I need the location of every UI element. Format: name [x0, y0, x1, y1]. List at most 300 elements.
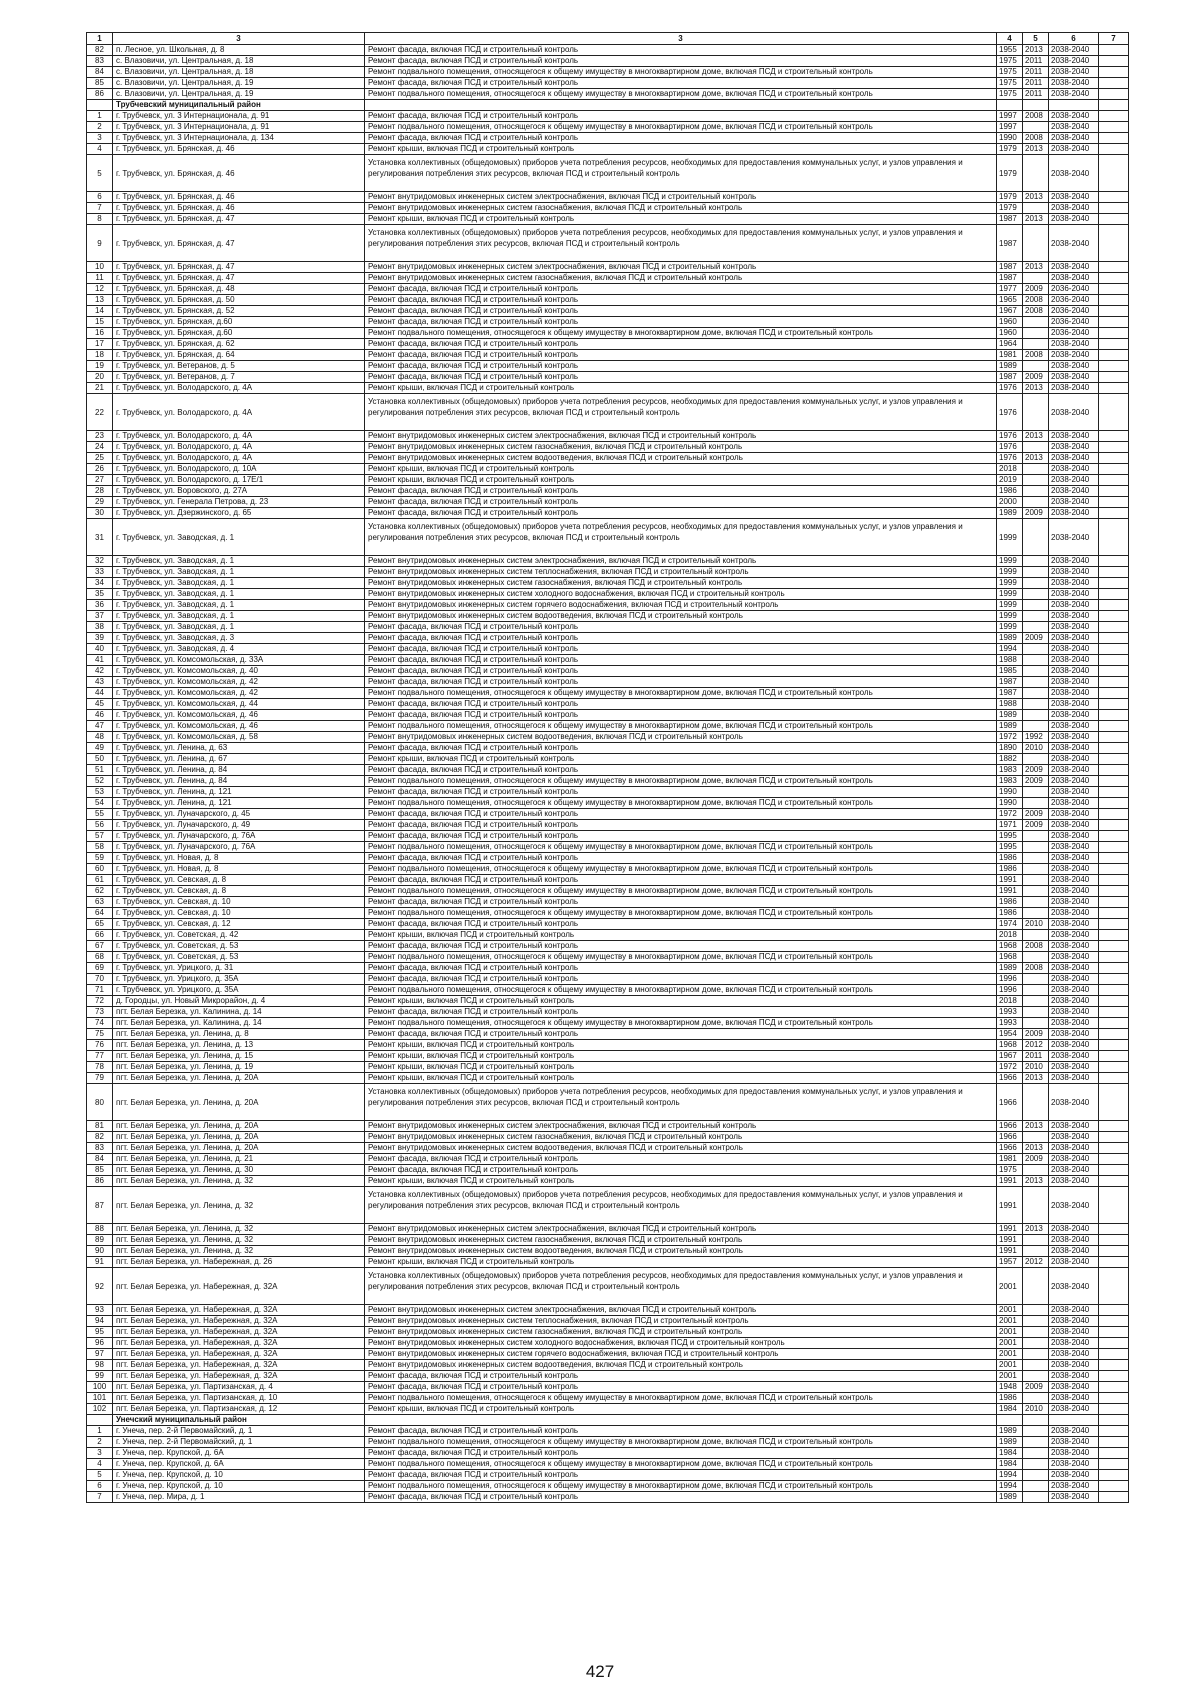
- row-planned-period: 2038-2040: [1049, 798, 1099, 809]
- row-year-built: 1968: [997, 952, 1023, 963]
- row-year-built: 1972: [997, 732, 1023, 743]
- row-number: 43: [87, 677, 113, 688]
- row-year-built: 1999: [997, 600, 1023, 611]
- table-row: [87, 508, 1129, 519]
- table-row: [87, 1176, 1129, 1187]
- row-number: 12: [87, 284, 113, 295]
- row-address: г. Трубчевск, ул. Воровского, д. 27А: [113, 486, 365, 497]
- row-extra-cell: [1099, 688, 1129, 699]
- row-address: г. Трубчевск, ул. 3 Интернационала, д. 134: [113, 133, 365, 144]
- section-empty-cell: [1023, 1415, 1049, 1426]
- table-row: [87, 1305, 1129, 1316]
- row-address: г. Трубчевск, ул. Брянская, д.60: [113, 328, 365, 339]
- row-number: 85: [87, 1165, 113, 1176]
- row-last-repair-year: 2013: [1023, 262, 1049, 273]
- row-number: 58: [87, 842, 113, 853]
- row-year-built: 1966: [997, 1132, 1023, 1143]
- row-number: 96: [87, 1338, 113, 1349]
- row-planned-period: 2038-2040: [1049, 644, 1099, 655]
- row-extra-cell: [1099, 952, 1129, 963]
- row-number: 24: [87, 442, 113, 453]
- row-year-built: 1976: [997, 394, 1023, 431]
- row-address: г. Трубчевск, ул. Генерала Петрова, д. 23: [113, 497, 365, 508]
- row-number: 65: [87, 919, 113, 930]
- row-number: 69: [87, 963, 113, 974]
- row-extra-cell: [1099, 996, 1129, 1007]
- section-empty-cell: [1049, 100, 1099, 111]
- row-year-built: 1972: [997, 809, 1023, 820]
- table-row: [87, 475, 1129, 486]
- table-row: [87, 1154, 1129, 1165]
- row-planned-period: 2038-2040: [1049, 144, 1099, 155]
- row-extra-cell: [1099, 1235, 1129, 1246]
- row-work-type: Ремонт фасада, включая ПСД и строительный контроль: [365, 1371, 997, 1382]
- row-extra-cell: [1099, 1143, 1129, 1154]
- row-extra-cell: [1099, 1018, 1129, 1029]
- row-year-built: 1979: [997, 144, 1023, 155]
- row-last-repair-year: 2013: [1023, 1143, 1049, 1154]
- row-work-type: Ремонт крыши, включая ПСД и строительный контроль: [365, 1073, 997, 1084]
- row-extra-cell: [1099, 941, 1129, 952]
- row-year-built: 1984: [997, 1404, 1023, 1415]
- row-planned-period: 2038-2040: [1049, 1257, 1099, 1268]
- row-last-repair-year: 2013: [1023, 1176, 1049, 1187]
- row-planned-period: 2038-2040: [1049, 203, 1099, 214]
- row-address: г. Трубчевск, ул. Заводская, д. 3: [113, 633, 365, 644]
- row-last-repair-year: [1023, 1268, 1049, 1305]
- row-year-built: 1990: [997, 787, 1023, 798]
- table-row: [87, 1257, 1129, 1268]
- row-number: 85: [87, 78, 113, 89]
- row-year-built: 1975: [997, 89, 1023, 100]
- row-number: 25: [87, 453, 113, 464]
- table-row: [87, 1393, 1129, 1404]
- row-address: пгт. Белая Березка, ул. Партизанская, д. 10: [113, 1393, 365, 1404]
- row-address: г. Трубчевск, ул. Луначарского, д. 76А: [113, 831, 365, 842]
- row-extra-cell: [1099, 589, 1129, 600]
- table-row: [87, 644, 1129, 655]
- row-planned-period: 2038-2040: [1049, 214, 1099, 225]
- table-row: [87, 688, 1129, 699]
- row-work-type: Ремонт фасада, включая ПСД и строительный контроль: [365, 644, 997, 655]
- row-year-built: 1948: [997, 1382, 1023, 1393]
- table-row: [87, 78, 1129, 89]
- row-address: г. Трубчевск, ул. Ленина, д. 121: [113, 798, 365, 809]
- row-extra-cell: [1099, 1481, 1129, 1492]
- row-year-built: 1986: [997, 897, 1023, 908]
- section-row: [87, 100, 1129, 111]
- row-address: пгт. Белая Березка, ул. Набережная, д. 32А: [113, 1268, 365, 1305]
- row-year-built: 1987: [997, 688, 1023, 699]
- row-extra-cell: [1099, 809, 1129, 820]
- table-row: [87, 787, 1129, 798]
- row-number: 6: [87, 1481, 113, 1492]
- row-address: г. Унеча, пер. Крупской, д. 10: [113, 1470, 365, 1481]
- row-planned-period: 2038-2040: [1049, 1404, 1099, 1415]
- row-year-built: 1987: [997, 677, 1023, 688]
- row-work-type: Ремонт подвального помещения, относящегося к общему имуществу в многоквартирном доме, включая ПСД и строительный контроль: [365, 1459, 997, 1470]
- row-extra-cell: [1099, 394, 1129, 431]
- row-work-type: Ремонт крыши, включая ПСД и строительный контроль: [365, 1062, 997, 1073]
- row-extra-cell: [1099, 985, 1129, 996]
- row-year-built: 1976: [997, 442, 1023, 453]
- row-last-repair-year: [1023, 897, 1049, 908]
- row-planned-period: 2038-2040: [1049, 699, 1099, 710]
- row-number: 40: [87, 644, 113, 655]
- row-address: пгт. Белая Березка, ул. Ленина, д. 32: [113, 1235, 365, 1246]
- row-planned-period: 2038-2040: [1049, 930, 1099, 941]
- row-year-built: 1986: [997, 1393, 1023, 1404]
- table-row: [87, 1073, 1129, 1084]
- row-last-repair-year: [1023, 622, 1049, 633]
- row-year-built: 1983: [997, 765, 1023, 776]
- row-number: 57: [87, 831, 113, 842]
- row-year-built: 1999: [997, 611, 1023, 622]
- row-last-repair-year: [1023, 519, 1049, 556]
- row-last-repair-year: 1992: [1023, 732, 1049, 743]
- row-number: 97: [87, 1349, 113, 1360]
- row-number: 75: [87, 1029, 113, 1040]
- row-planned-period: 2038-2040: [1049, 1268, 1099, 1305]
- row-work-type: Ремонт крыши, включая ПСД и строительный контроль: [365, 1404, 997, 1415]
- row-year-built: 1955: [997, 45, 1023, 56]
- row-year-built: 1991: [997, 1187, 1023, 1224]
- table-row: [87, 1382, 1129, 1393]
- row-address: г. Трубчевск, ул. Брянская, д. 46: [113, 192, 365, 203]
- row-extra-cell: [1099, 67, 1129, 78]
- row-last-repair-year: 2013: [1023, 453, 1049, 464]
- row-year-built: 1983: [997, 776, 1023, 787]
- table-row: [87, 1448, 1129, 1459]
- row-planned-period: 2038-2040: [1049, 89, 1099, 100]
- row-work-type: Ремонт крыши, включая ПСД и строительный контроль: [365, 214, 997, 225]
- row-work-type: Ремонт внутридомовых инженерных систем горячего водоснабжения, включая ПСД и строительный контроль: [365, 600, 997, 611]
- row-last-repair-year: [1023, 974, 1049, 985]
- capital-repair-table: [86, 32, 1129, 1503]
- row-last-repair-year: [1023, 203, 1049, 214]
- row-address: г. Трубчевск, ул. 3 Интернационала, д. 91: [113, 111, 365, 122]
- row-year-built: 1989: [997, 361, 1023, 372]
- row-number: 1: [87, 1426, 113, 1437]
- row-work-type: Ремонт внутридомовых инженерных систем водоотведения, включая ПСД и строительный контроль: [365, 1246, 997, 1257]
- row-number: 89: [87, 1235, 113, 1246]
- header-cell-period: 6: [1049, 33, 1099, 45]
- table-row: [87, 1349, 1129, 1360]
- row-last-repair-year: [1023, 1235, 1049, 1246]
- table-row: [87, 1143, 1129, 1154]
- row-number: 5: [87, 155, 113, 192]
- row-work-type: Ремонт подвального помещения, относящегося к общему имуществу в многоквартирном доме, включая ПСД и строительный контроль: [365, 688, 997, 699]
- row-address: г. Унеча, пер. 2-й Первомайский, д. 1: [113, 1437, 365, 1448]
- row-number: 102: [87, 1404, 113, 1415]
- row-year-built: 2001: [997, 1371, 1023, 1382]
- row-last-repair-year: 2008: [1023, 295, 1049, 306]
- row-work-type: Ремонт подвального помещения, относящегося к общему имуществу в многоквартирном доме, включая ПСД и строительный контроль: [365, 886, 997, 897]
- row-last-repair-year: [1023, 842, 1049, 853]
- row-planned-period: 2038-2040: [1049, 475, 1099, 486]
- row-last-repair-year: 2009: [1023, 809, 1049, 820]
- row-last-repair-year: 2013: [1023, 431, 1049, 442]
- row-year-built: 1989: [997, 1426, 1023, 1437]
- row-extra-cell: [1099, 1040, 1129, 1051]
- row-work-type: Ремонт фасада, включая ПСД и строительный контроль: [365, 831, 997, 842]
- row-address: г. Трубчевск, ул. Дзержинского, д. 65: [113, 508, 365, 519]
- row-last-repair-year: [1023, 339, 1049, 350]
- row-work-type: Ремонт подвального помещения, относящегося к общему имуществу в многоквартирном доме, включая ПСД и строительный контроль: [365, 776, 997, 787]
- row-address: пгт. Белая Березка, ул. Ленина, д. 32: [113, 1224, 365, 1235]
- row-planned-period: 2038-2040: [1049, 1143, 1099, 1154]
- table-row: [87, 875, 1129, 886]
- table-row: [87, 1051, 1129, 1062]
- table-row: [87, 578, 1129, 589]
- section-number-cell: [87, 100, 113, 111]
- row-year-built: 1999: [997, 556, 1023, 567]
- row-year-built: 1984: [997, 1448, 1023, 1459]
- row-planned-period: 2038-2040: [1049, 578, 1099, 589]
- row-year-built: 1966: [997, 1084, 1023, 1121]
- row-work-type: Ремонт внутридомовых инженерных систем электроснабжения, включая ПСД и строительный контроль: [365, 192, 997, 203]
- row-extra-cell: [1099, 677, 1129, 688]
- row-last-repair-year: 2013: [1023, 383, 1049, 394]
- row-address: г. Трубчевск, ул. Брянская, д. 46: [113, 144, 365, 155]
- row-number: 14: [87, 306, 113, 317]
- row-address: г. Трубчевск, ул. Луначарского, д. 49: [113, 820, 365, 831]
- row-number: 93: [87, 1305, 113, 1316]
- row-work-type: Ремонт внутридомовых инженерных систем газоснабжения, включая ПСД и строительный контроль: [365, 442, 997, 453]
- row-planned-period: 2038-2040: [1049, 1073, 1099, 1084]
- row-work-type: Ремонт крыши, включая ПСД и строительный контроль: [365, 475, 997, 486]
- row-last-repair-year: [1023, 908, 1049, 919]
- row-address: г. Трубчевск, ул. Ленина, д. 121: [113, 787, 365, 798]
- row-number: 26: [87, 464, 113, 475]
- row-year-built: 1991: [997, 886, 1023, 897]
- row-extra-cell: [1099, 45, 1129, 56]
- row-address: г. Трубчевск, ул. 3 Интернационала, д. 91: [113, 122, 365, 133]
- row-extra-cell: [1099, 273, 1129, 284]
- row-year-built: 1968: [997, 1040, 1023, 1051]
- row-year-built: 1995: [997, 842, 1023, 853]
- row-extra-cell: [1099, 192, 1129, 203]
- table-row: [87, 1224, 1129, 1235]
- row-extra-cell: [1099, 1393, 1129, 1404]
- row-last-repair-year: [1023, 486, 1049, 497]
- section-empty-cell: [997, 1415, 1023, 1426]
- row-work-type: Ремонт внутридомовых инженерных систем холодного водоснабжения, включая ПСД и строительный контроль: [365, 589, 997, 600]
- row-last-repair-year: 2008: [1023, 111, 1049, 122]
- row-planned-period: 2038-2040: [1049, 56, 1099, 67]
- row-address: г. Трубчевск, ул. Брянская, д. 48: [113, 284, 365, 295]
- row-planned-period: 2038-2040: [1049, 111, 1099, 122]
- row-last-repair-year: 2008: [1023, 350, 1049, 361]
- row-extra-cell: [1099, 431, 1129, 442]
- row-work-type: Ремонт внутридомовых инженерных систем водоотведения, включая ПСД и строительный контроль: [365, 453, 997, 464]
- row-last-repair-year: [1023, 985, 1049, 996]
- row-extra-cell: [1099, 886, 1129, 897]
- row-planned-period: 2038-2040: [1049, 1246, 1099, 1257]
- row-address: г. Унеча, пер. Крупской, д. 6А: [113, 1448, 365, 1459]
- row-extra-cell: [1099, 1187, 1129, 1224]
- row-last-repair-year: [1023, 1459, 1049, 1470]
- row-year-built: 1999: [997, 589, 1023, 600]
- row-extra-cell: [1099, 1492, 1129, 1503]
- table-row: [87, 699, 1129, 710]
- row-extra-cell: [1099, 1426, 1129, 1437]
- table-row: [87, 1187, 1129, 1224]
- row-address: г. Трубчевск, ул. Комсомольская, д. 42: [113, 677, 365, 688]
- row-work-type: Ремонт фасада, включая ПСД и строительный контроль: [365, 78, 997, 89]
- table-row: [87, 155, 1129, 192]
- row-extra-cell: [1099, 765, 1129, 776]
- table-row: [87, 842, 1129, 853]
- row-year-built: 1964: [997, 339, 1023, 350]
- row-address: г. Трубчевск, ул. Брянская, д. 64: [113, 350, 365, 361]
- section-empty-cell: [365, 100, 997, 111]
- table-row: [87, 556, 1129, 567]
- row-planned-period: 2036-2040: [1049, 295, 1099, 306]
- row-planned-period: 2038-2040: [1049, 67, 1099, 78]
- row-planned-period: 2038-2040: [1049, 508, 1099, 519]
- row-last-repair-year: [1023, 1360, 1049, 1371]
- row-address: пгт. Белая Березка, ул. Партизанская, д. 4: [113, 1382, 365, 1393]
- row-address: г. Трубчевск, ул. Брянская, д. 47: [113, 273, 365, 284]
- table-row: [87, 328, 1129, 339]
- row-number: 4: [87, 1459, 113, 1470]
- row-extra-cell: [1099, 1327, 1129, 1338]
- row-address: пгт. Белая Березка, ул. Ленина, д. 19: [113, 1062, 365, 1073]
- row-work-type: Ремонт подвального помещения, относящегося к общему имуществу в многоквартирном доме, включая ПСД и строительный контроль: [365, 1481, 997, 1492]
- row-planned-period: 2038-2040: [1049, 765, 1099, 776]
- row-address: г. Трубчевск, ул. Советская, д. 53: [113, 952, 365, 963]
- row-extra-cell: [1099, 1176, 1129, 1187]
- row-number: 16: [87, 328, 113, 339]
- row-extra-cell: [1099, 1371, 1129, 1382]
- row-number: 86: [87, 1176, 113, 1187]
- row-planned-period: 2038-2040: [1049, 1327, 1099, 1338]
- row-number: 38: [87, 622, 113, 633]
- row-planned-period: 2038-2040: [1049, 666, 1099, 677]
- table-row: [87, 1084, 1129, 1121]
- table-row: [87, 1492, 1129, 1503]
- row-number: 27: [87, 475, 113, 486]
- row-extra-cell: [1099, 710, 1129, 721]
- row-extra-cell: [1099, 1224, 1129, 1235]
- row-last-repair-year: [1023, 699, 1049, 710]
- row-address: г. Унеча, пер. Мира, д. 1: [113, 1492, 365, 1503]
- row-last-repair-year: 2013: [1023, 1224, 1049, 1235]
- table-row: [87, 677, 1129, 688]
- row-last-repair-year: [1023, 497, 1049, 508]
- row-last-repair-year: [1023, 677, 1049, 688]
- table-row: [87, 963, 1129, 974]
- row-last-repair-year: 2013: [1023, 192, 1049, 203]
- row-year-built: 1972: [997, 1062, 1023, 1073]
- row-work-type: Ремонт крыши, включая ПСД и строительный контроль: [365, 754, 997, 765]
- row-last-repair-year: 2009: [1023, 1382, 1049, 1393]
- row-planned-period: 2038-2040: [1049, 1316, 1099, 1327]
- row-work-type: Ремонт подвального помещения, относящегося к общему имуществу в многоквартирном доме, включая ПСД и строительный контроль: [365, 328, 997, 339]
- row-year-built: 1957: [997, 1257, 1023, 1268]
- row-last-repair-year: [1023, 1492, 1049, 1503]
- row-work-type: Ремонт крыши, включая ПСД и строительный контроль: [365, 383, 997, 394]
- row-extra-cell: [1099, 1165, 1129, 1176]
- row-year-built: 1991: [997, 1224, 1023, 1235]
- row-number: 30: [87, 508, 113, 519]
- header-cell-address: 3: [113, 33, 365, 45]
- row-planned-period: 2038-2040: [1049, 1235, 1099, 1246]
- row-year-built: 1984: [997, 1459, 1023, 1470]
- row-address: г. Трубчевск, ул. Комсомольская, д. 33А: [113, 655, 365, 666]
- row-work-type: Ремонт внутридомовых инженерных систем электроснабжения, включая ПСД и строительный контроль: [365, 431, 997, 442]
- row-last-repair-year: [1023, 1018, 1049, 1029]
- row-extra-cell: [1099, 1132, 1129, 1143]
- row-number: 77: [87, 1051, 113, 1062]
- row-year-built: 2001: [997, 1349, 1023, 1360]
- row-address: пгт. Белая Березка, ул. Набережная, д. 32А: [113, 1349, 365, 1360]
- row-number: 66: [87, 930, 113, 941]
- row-work-type: Ремонт внутридомовых инженерных систем электроснабжения, включая ПСД и строительный контроль: [365, 1224, 997, 1235]
- row-last-repair-year: 2013: [1023, 1121, 1049, 1132]
- row-last-repair-year: 2009: [1023, 508, 1049, 519]
- row-work-type: Ремонт подвального помещения, относящегося к общему имуществу в многоквартирном доме, включая ПСД и строительный контроль: [365, 67, 997, 78]
- row-address: с. Влазовичи, ул. Центральная, д. 19: [113, 78, 365, 89]
- row-work-type: Ремонт фасада, включая ПСД и строительный контроль: [365, 1007, 997, 1018]
- table-row: [87, 394, 1129, 431]
- row-extra-cell: [1099, 442, 1129, 453]
- row-planned-period: 2036-2040: [1049, 284, 1099, 295]
- row-planned-period: 2038-2040: [1049, 453, 1099, 464]
- row-last-repair-year: [1023, 1437, 1049, 1448]
- row-extra-cell: [1099, 831, 1129, 842]
- row-year-built: 1993: [997, 1007, 1023, 1018]
- row-address: пгт. Белая Березка, ул. Ленина, д. 32: [113, 1176, 365, 1187]
- row-year-built: 1975: [997, 67, 1023, 78]
- table-row: [87, 1426, 1129, 1437]
- row-last-repair-year: 2009: [1023, 372, 1049, 383]
- table-row: [87, 111, 1129, 122]
- row-year-built: 1971: [997, 820, 1023, 831]
- row-address: пгт. Белая Березка, ул. Калинина, д. 14: [113, 1007, 365, 1018]
- table-row: [87, 1235, 1129, 1246]
- row-extra-cell: [1099, 721, 1129, 732]
- row-last-repair-year: [1023, 589, 1049, 600]
- row-extra-cell: [1099, 644, 1129, 655]
- header-row: [87, 33, 1129, 45]
- row-last-repair-year: [1023, 273, 1049, 284]
- row-work-type: Ремонт подвального помещения, относящегося к общему имуществу в многоквартирном доме, включая ПСД и строительный контроль: [365, 798, 997, 809]
- row-extra-cell: [1099, 361, 1129, 372]
- row-year-built: 2001: [997, 1338, 1023, 1349]
- row-extra-cell: [1099, 1084, 1129, 1121]
- row-number: 31: [87, 519, 113, 556]
- table-row: [87, 203, 1129, 214]
- row-last-repair-year: 2008: [1023, 133, 1049, 144]
- row-work-type: Ремонт внутридомовых инженерных систем электроснабжения, включая ПСД и строительный контроль: [365, 1121, 997, 1132]
- row-number: 63: [87, 897, 113, 908]
- table-row: [87, 486, 1129, 497]
- row-address: пгт. Белая Березка, ул. Набережная, д. 32А: [113, 1305, 365, 1316]
- row-work-type: Ремонт внутридомовых инженерных систем теплоснабжения, включая ПСД и строительный контроль: [365, 1316, 997, 1327]
- row-work-type: Ремонт фасада, включая ПСД и строительный контроль: [365, 699, 997, 710]
- row-extra-cell: [1099, 372, 1129, 383]
- table-row: [87, 666, 1129, 677]
- row-work-type: Ремонт внутридомовых инженерных систем газоснабжения, включая ПСД и строительный контроль: [365, 578, 997, 589]
- table-row: [87, 743, 1129, 754]
- row-planned-period: 2038-2040: [1049, 622, 1099, 633]
- row-number: 19: [87, 361, 113, 372]
- table-row: [87, 1481, 1129, 1492]
- row-last-repair-year: 2008: [1023, 941, 1049, 952]
- row-work-type: Ремонт фасада, включая ПСД и строительный контроль: [365, 350, 997, 361]
